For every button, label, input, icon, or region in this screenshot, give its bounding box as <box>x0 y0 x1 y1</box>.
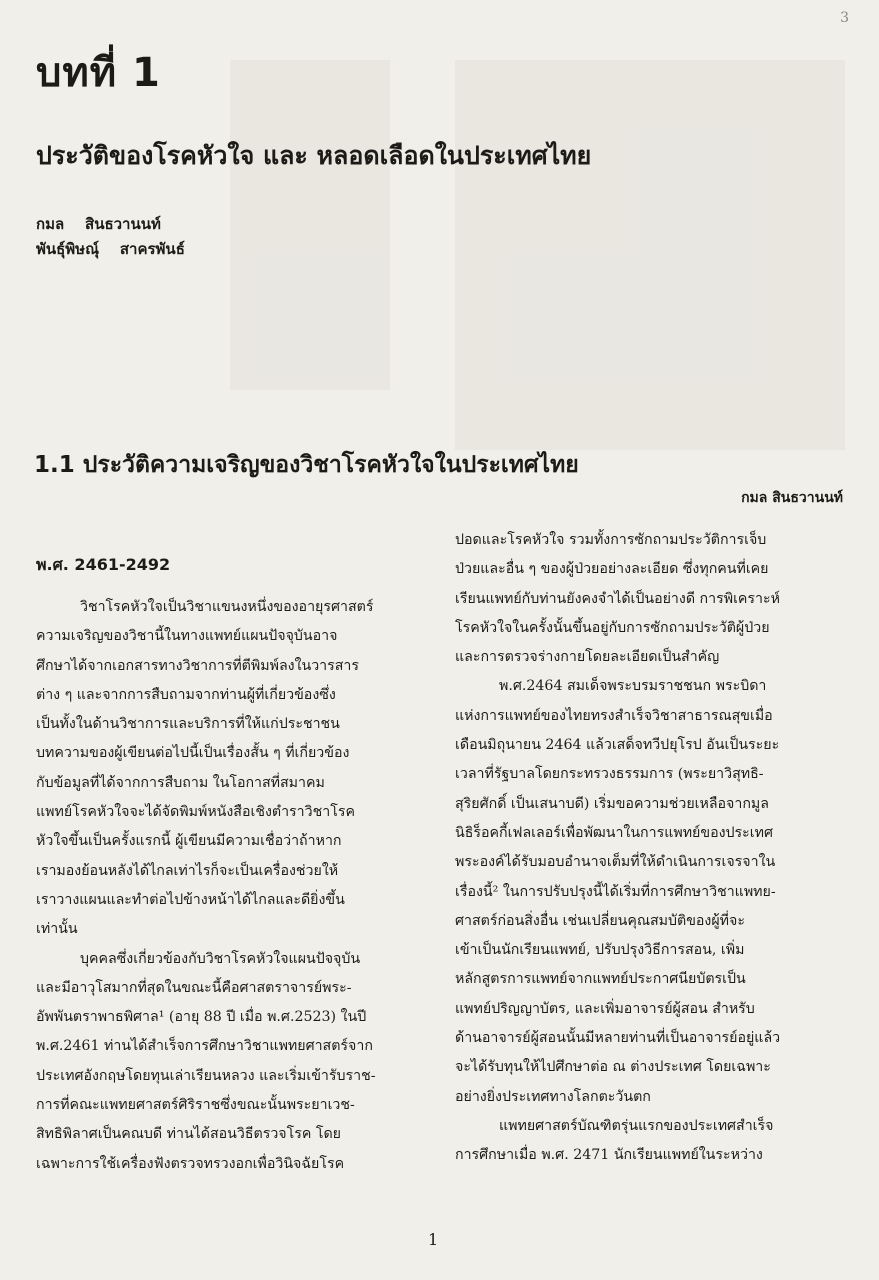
text-line: พ.ศ.2464 สมเด็จพระบรมราชชนก พระบิดา <box>499 678 767 695</box>
text-line: เฉพาะการใช้เครื่องฟังตรวจทรวงอกเพื่อวินิจฉัยโรค <box>36 1155 345 1172</box>
text-line: เท่านั้น <box>36 921 78 938</box>
text-line: ด้านอาจารย์ผู้สอนนั้นมีหลายท่านที่เป็นอาจารย์อยู่แล้ว <box>455 1030 781 1047</box>
text-line: แพทยศาสตร์บัณฑิตรุ่นแรกของประเทศสำเร็จ <box>499 1117 774 1134</box>
text-line: เรียนแพทย์กับท่านยังคงจำได้เป็นอย่างดี การพิเคราะห์ <box>455 590 780 607</box>
text-line: และการตรวจร่างกายโดยละเอียดเป็นสำคัญ <box>455 649 720 666</box>
text-line: การที่คณะแพทยศาสตร์ศิริราชซึ่งขณะนั้นพระยาเวช- <box>36 1097 355 1114</box>
text-line: การศึกษาเมื่อ พ.ศ. 2471 นักเรียนแพทย์ในระหว่าง <box>455 1147 763 1164</box>
text-line: โรคหัวใจในครั้งนั้นขึ้นอยู่กับการซักถามประวัติผู้ป่วย <box>455 619 770 636</box>
text-line: แพทย์ปริญญาบัตร, และเพิ่มอาจารย์ผู้สอน สำหรับ <box>455 1000 755 1017</box>
left-column <box>36 593 428 1179</box>
text-line: เรื่องนี้² ในการปรับปรุงนี้ได้เริ่มที่การศึกษาวิชาแพทย- <box>455 883 776 900</box>
text-line: ศึกษาได้จากเอกสารทางวิชาการที่ตีพิมพ์ลงในวารสาร <box>36 657 359 674</box>
text-line: เป็นทั้งในด้านวิชาการและบริการที่ให้แก่ประชาชน <box>36 716 340 733</box>
chapter-label: บทที่ 1 <box>36 50 161 96</box>
text-line: วิชาโรคหัวใจเป็นวิชาแขนงหนึ่งของอายุรศาสตร์ <box>80 599 374 615</box>
text-line: หัวใจขึ้นเป็นครั้งแรกนี้ ผู้เขียนมีความเชื่อว่าถ้าหาก <box>36 833 342 850</box>
text-line: พ.ศ.2461 ท่านได้สำเร็จการศึกษาวิชาแพทยศาสตร์จาก <box>36 1038 373 1055</box>
text-line: สุริยศักดิ์ เป็นเสนาบดี) เริ่มขอความช่วยเหลือจากมูล <box>455 795 769 812</box>
text-line: เวลาที่รัฐบาลโดยกระทรวงธรรมการ (พระยาวิสุทธิ- <box>455 766 764 783</box>
text-line: เดือนมิถุนายน 2464 แล้วเสด็จทวีปยุโรป อันเป็นระยะ <box>455 737 780 754</box>
text-line: บทความของผู้เขียนต่อไปนี้เป็นเรื่องสั้น ๆ ที่เกี่ยวข้อง <box>36 745 350 762</box>
section-title: 1.1 ประวัติความเจริญของวิชาโรคหัวใจในประเทศไทย <box>34 452 579 478</box>
text-line: ป่วยและอื่น ๆ ของผู้ป่วยอย่างละเอียด ซึ่งทุกคนที่เคย <box>455 561 769 578</box>
page-number: 1 <box>428 1230 439 1249</box>
text-line: สิทธิพิลาศเป็นคณบดี ท่านได้สอนวิธีตรวจโรค โดย <box>36 1126 341 1143</box>
corner-page-number: 3 <box>840 10 849 26</box>
text-line: ต่าง ๆ และจากการสืบถามจากท่านผู้ที่เกี่ยวข้องซึ่ง <box>36 686 336 703</box>
text-line: พระองค์ได้รับมอบอำนาจเต็มที่ให้ดำเนินการเจรจาใน <box>455 854 776 871</box>
text-line: จะได้รับทุนให้ไปศึกษาต่อ ณ ต่างประเทศ โดยเฉพาะ <box>455 1059 771 1076</box>
text-line: ความเจริญของวิชานี้ในทางแพทย์แผนปัจจุบันอาจ <box>36 628 338 645</box>
text-line: หลักสูตรการแพทย์จากแพทย์ประกาศนียบัตรเป็น <box>455 971 746 988</box>
section-author: กมล สินธวานนท์ <box>741 490 843 506</box>
period-heading: พ.ศ. 2461-2492 <box>36 555 171 574</box>
show-through-left <box>230 60 390 390</box>
text-line: ปอดและโรคหัวใจ รวมทั้งการซักถามประวัติการเจ็บ <box>455 532 767 548</box>
text-line: แพทย์โรคหัวใจจะได้จัดพิมพ์หนังสือเชิงตำราวิชาโรค <box>36 804 355 821</box>
chapter-authors <box>36 212 185 262</box>
text-line: เข้าเป็นนักเรียนแพทย์, ปรับปรุงวิธีการสอน, เพิ่ม <box>455 942 745 959</box>
show-through-right <box>455 60 845 450</box>
text-line: และมีอาวุโสมากที่สุดในขณะนี้คือศาสตราจารย์พระ- <box>36 979 352 996</box>
text-line: เราวางแผนและทำต่อไปข้างหน้าได้ไกลและดียิ่งขึ้น <box>36 891 345 908</box>
text-line: อย่างยิ่งประเทศทางโลกตะวันตก <box>455 1088 651 1105</box>
right-column <box>455 526 847 1171</box>
chapter-title: ประวัติของโรคหัวใจ และ หลอดเลือดในประเทศไทย <box>36 141 592 170</box>
text-line: นิธิร็อคกี้เฟลเลอร์เพื่อพัฒนาในการแพทย์ของประเทศ <box>455 824 773 841</box>
text-line: ประเทศอังกฤษโดยทุนเล่าเรียนหลวง และเริ่มเข้ารับราช- <box>36 1067 376 1084</box>
text-line: กับข้อมูลที่ได้จากการสืบถาม ในโอกาสที่สมาคม <box>36 774 325 791</box>
text-line: อัพพันตราพาธพิศาล¹ (อายุ 88 ปี เมื่อ พ.ศ.2523) ในปี <box>36 1009 367 1026</box>
text-line: เรามองย้อนหลังได้ไกลเท่าไรก็จะเป็นเครื่องช่วยให้ <box>36 862 339 879</box>
text-line: แห่งการแพทย์ของไทยทรงสำเร็จวิชาสาธารณสุขเมื่อ <box>455 707 773 724</box>
author-1: กมล สินธวานนท์ <box>36 215 161 233</box>
text-line: ศาสตร์ก่อนสิ่งอื่น เช่นเปลี่ยนคุณสมบัติของผู้ที่จะ <box>455 912 745 929</box>
author-2: พันธุ์พิษณุ์ สาครพันธ์ <box>36 240 185 258</box>
text-line: บุคคลซึ่งเกี่ยวข้องกับวิชาโรคหัวใจแผนปัจจุบัน <box>80 950 361 967</box>
